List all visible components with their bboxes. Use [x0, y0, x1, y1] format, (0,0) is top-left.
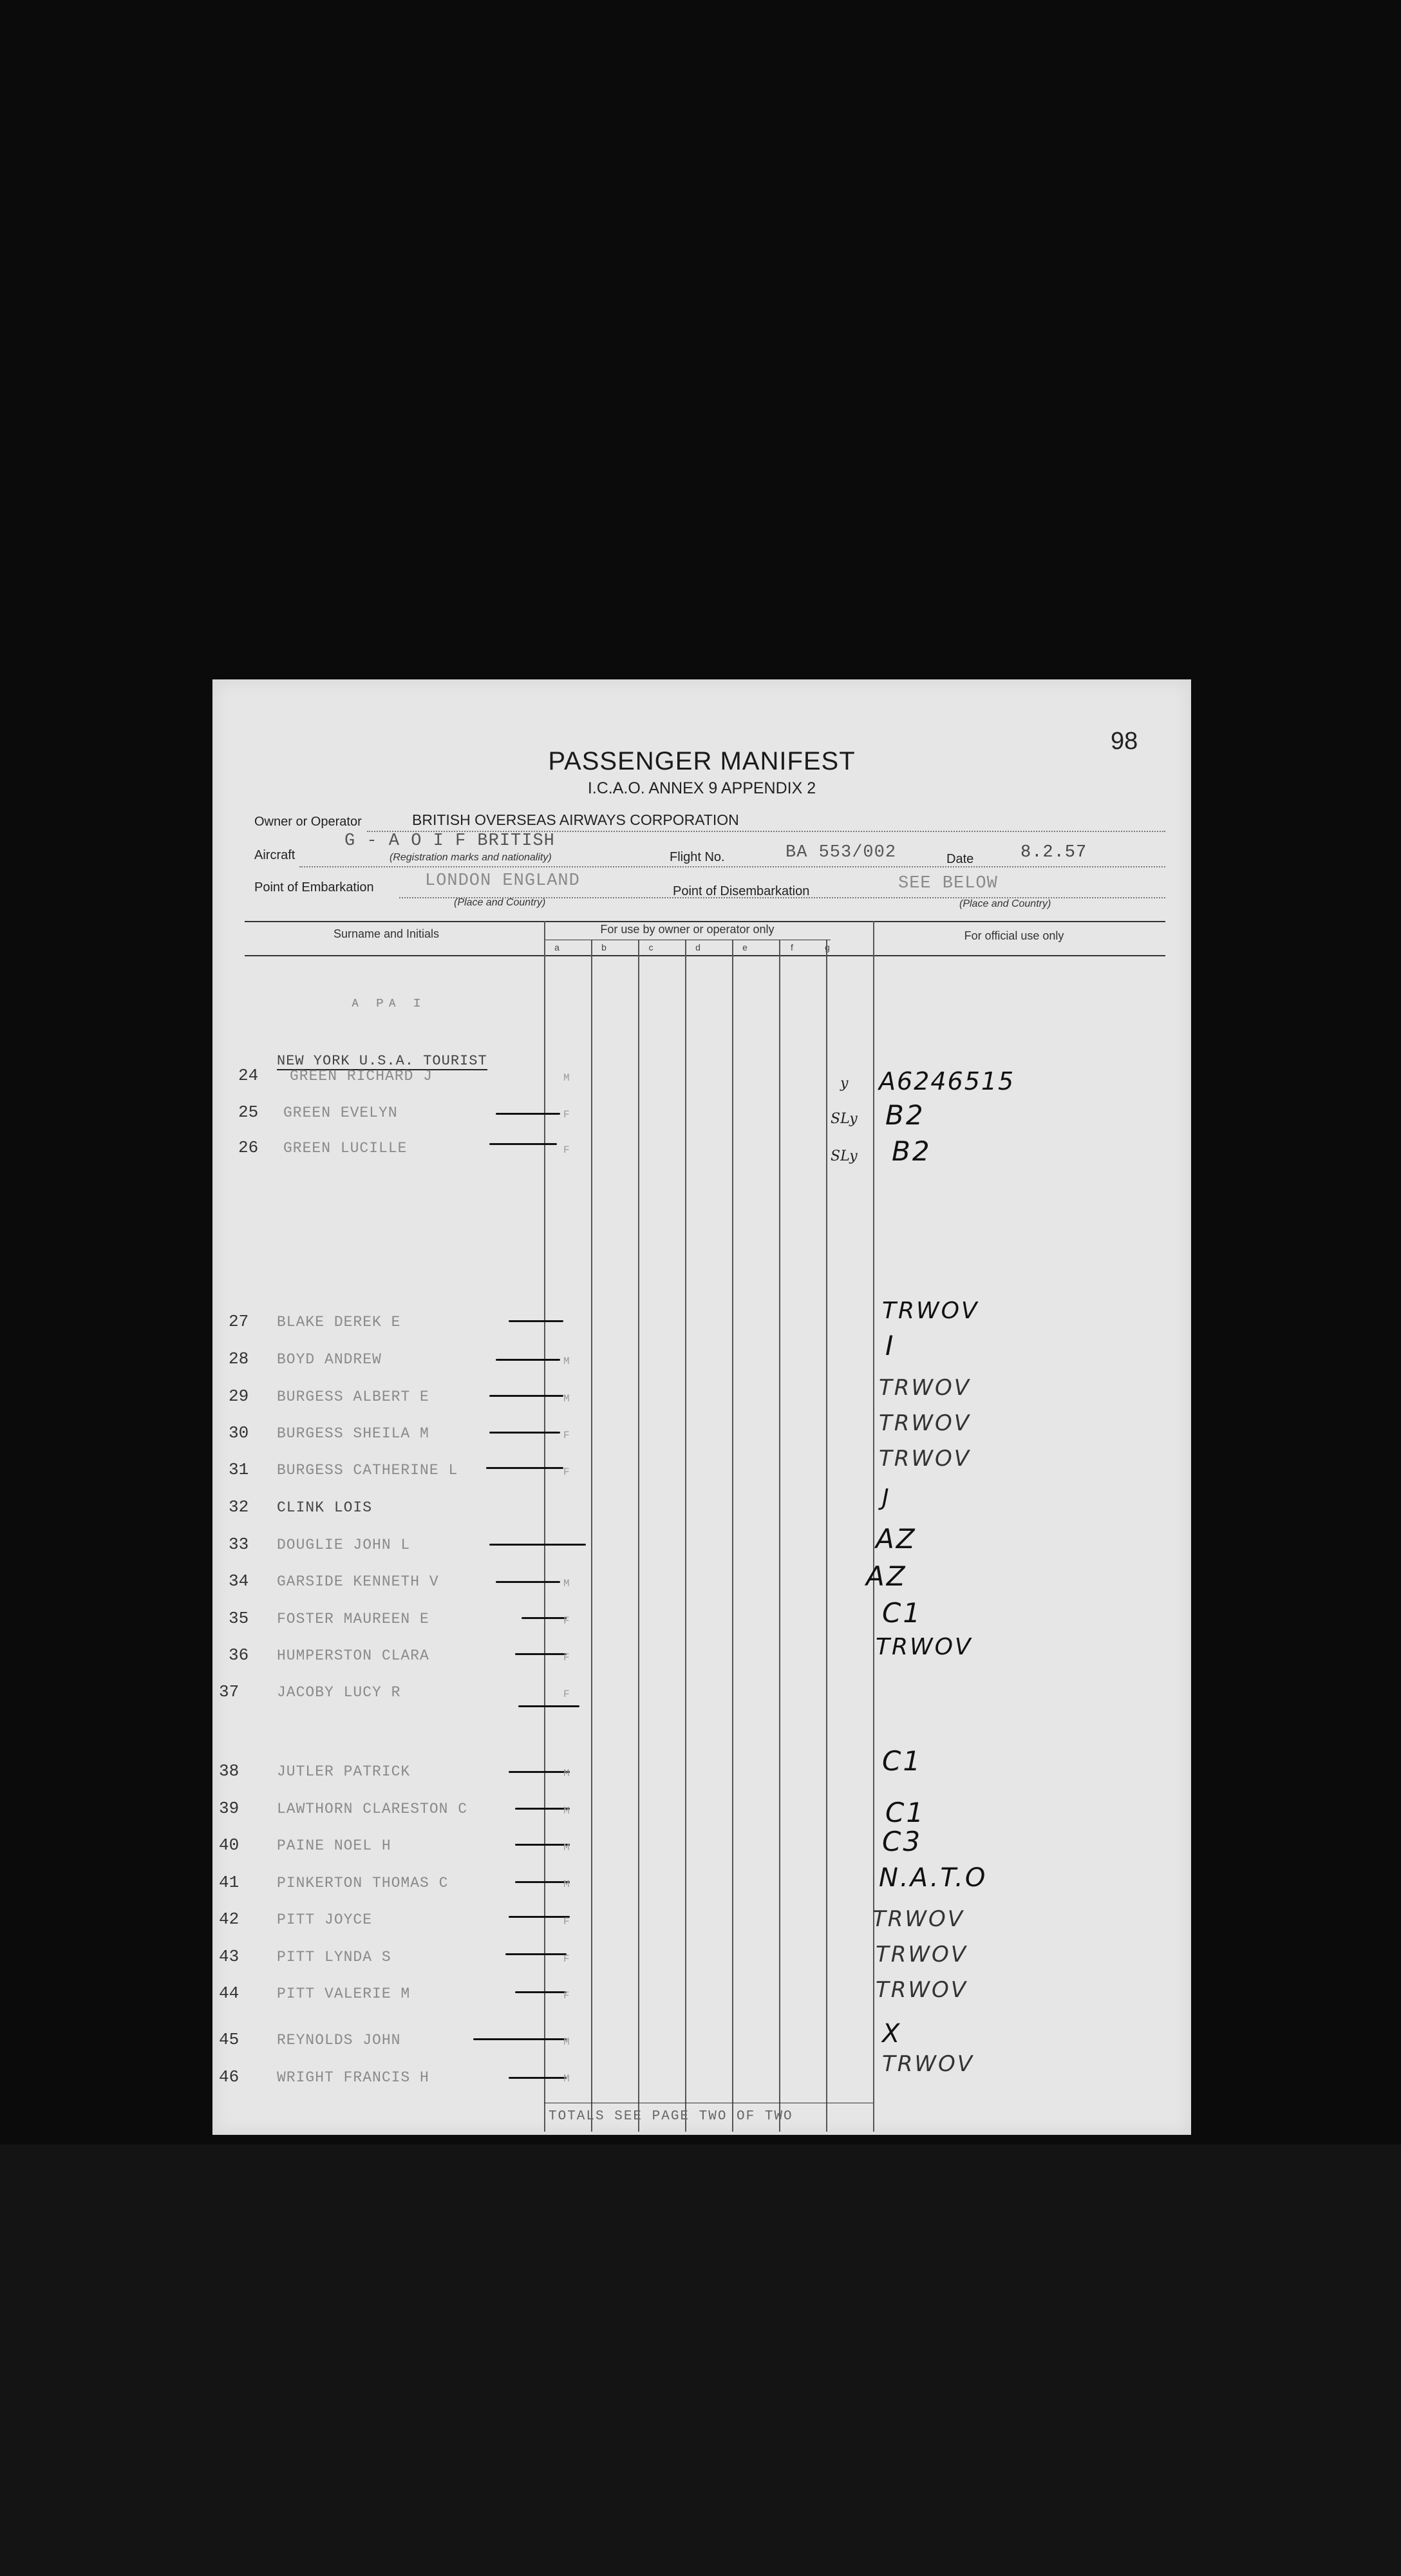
g-mark: SLy [831, 1111, 858, 1127]
tick-stroke [489, 1544, 586, 1546]
official-mark: C1 [882, 1597, 923, 1629]
col-divider-f [779, 940, 780, 2132]
official-mark: J [882, 1484, 891, 1511]
passenger-sex: M [563, 1578, 570, 1589]
passenger-sex: F [563, 1916, 570, 1927]
col-divider-c [638, 940, 639, 2132]
passenger-sex: F [563, 1615, 570, 1627]
passenger-sex: M [563, 1072, 570, 1084]
col-header-official: For official use only [964, 929, 1064, 942]
tick-stroke [496, 1359, 560, 1361]
row-number: 44 [219, 1984, 240, 2003]
passenger-sex: F [563, 1990, 570, 2002]
official-mark: C1 [882, 1745, 923, 1777]
row-number: 31 [229, 1460, 249, 1479]
passenger-sex: F [563, 1689, 570, 1700]
col-divider-official [873, 921, 874, 2132]
official-mark: A6246515 [879, 1067, 1015, 1095]
official-mark: TRWOV [882, 1298, 979, 1324]
tick-stroke [496, 1581, 560, 1583]
owner-label: Owner or Operator [254, 815, 362, 829]
passenger-name: JACOBY LUCY R [277, 1684, 401, 1701]
tick-stroke [505, 1953, 567, 1955]
tick-stroke [489, 1432, 560, 1434]
col-header-owner-use: For use by owner or operator only [600, 923, 775, 936]
official-mark: C1 [885, 1797, 926, 1828]
passenger-sex: M [563, 1393, 570, 1405]
col-letter-c: c [648, 942, 653, 952]
col-letter-f: f [791, 942, 793, 952]
col-letter-g: g [825, 942, 830, 952]
flight-label: Flight No. [670, 850, 725, 864]
passenger-sex: F [563, 1466, 570, 1478]
row-number: 35 [229, 1609, 249, 1628]
owner-value: BRITISH OVERSEAS AIRWAYS CORPORATION [412, 811, 739, 828]
scan-background-band [0, 2145, 1401, 2576]
aircraft-value: G - A O I F BRITISH [344, 831, 555, 851]
passenger-name: BURGESS ALBERT E [277, 1388, 429, 1405]
row-number: 46 [219, 2067, 240, 2087]
row-number: 42 [219, 1909, 240, 1929]
row-number: 38 [219, 1761, 240, 1781]
row-number: 24 [238, 1066, 259, 1085]
destination-heading: NEW YORK U.S.A. TOURIST [277, 1053, 487, 1069]
date-label: Date [946, 852, 974, 866]
passenger-name: BURGESS SHEILA M [277, 1425, 429, 1442]
col-header-surname: Surname and Initials [333, 927, 440, 940]
row-number: 45 [219, 2030, 240, 2049]
official-mark: C3 [882, 1826, 923, 1857]
official-mark: AZ [866, 1560, 907, 1592]
passenger-name: PINKERTON THOMAS C [277, 1875, 449, 1891]
passenger-sex: M [563, 1356, 570, 1367]
passenger-name: PITT LYNDA S [277, 1949, 391, 1965]
passenger-sex: F [563, 1109, 570, 1121]
official-mark: TRWOV [876, 1634, 973, 1660]
passenger-name: PITT JOYCE [277, 1911, 373, 1928]
tick-stroke [522, 1617, 567, 1619]
tick-stroke [515, 1808, 570, 1810]
row-number: 32 [229, 1497, 249, 1517]
g-mark: SLy [831, 1148, 858, 1164]
totals-note: TOTALS SEE PAGE TWO OF TWO [549, 2109, 793, 2124]
tick-stroke [515, 1844, 570, 1846]
row-number: 25 [238, 1103, 259, 1122]
tick-stroke [489, 1143, 557, 1145]
col-divider-a [544, 921, 545, 2132]
passenger-name: LAWTHORN CLARESTON C [277, 1801, 468, 1817]
col-letter-b: b [601, 942, 606, 952]
aircraft-label: Aircraft [254, 848, 296, 862]
passenger-sex: F [563, 1144, 570, 1156]
official-mark: TRWOV [872, 1906, 965, 1932]
official-mark: X [882, 2019, 902, 2049]
row-number: 26 [238, 1138, 259, 1157]
official-mark: B2 [892, 1135, 932, 1167]
date-value: 8.2.57 [1020, 843, 1087, 862]
tick-stroke [509, 1916, 570, 1918]
row-number: 41 [219, 1873, 240, 1892]
official-mark: TRWOV [876, 1942, 968, 1967]
disembark-value: SEE BELOW [898, 874, 998, 893]
passenger-name: DOUGLIE JOHN L [277, 1537, 411, 1553]
embark-label: Point of Embarkation [254, 880, 374, 895]
official-mark: TRWOV [879, 1446, 972, 1472]
passenger-name: BLAKE DEREK E [277, 1314, 401, 1331]
tick-stroke [489, 1395, 563, 1397]
row-number: 30 [229, 1423, 249, 1443]
aircraft-note: (Registration marks and nationality) [390, 852, 552, 863]
manifest-page [212, 679, 1191, 2135]
disembark-label: Point of Disembarkation [673, 884, 810, 898]
tick-stroke [486, 1467, 563, 1469]
passenger-name: GARSIDE KENNETH V [277, 1573, 439, 1590]
official-mark: TRWOV [882, 2051, 975, 2077]
row-number: 34 [229, 1571, 249, 1591]
row-number: 29 [229, 1387, 249, 1406]
col-divider-e [732, 940, 733, 2132]
official-mark: I [885, 1330, 896, 1361]
g-mark: y [840, 1075, 849, 1092]
passenger-name: GREEN LUCILLE [283, 1140, 408, 1157]
row-number: 39 [219, 1799, 240, 1818]
passenger-name: HUMPERSTON CLARA [277, 1647, 429, 1664]
passenger-sex: M [563, 1805, 570, 1817]
col-letter-a: a [554, 942, 559, 952]
col-letter-d: d [695, 942, 700, 952]
passenger-name: PAINE NOEL H [277, 1837, 391, 1854]
tick-stroke [515, 1991, 567, 1993]
official-mark: B2 [885, 1099, 925, 1131]
section-mark: ᴀ ᴘᴀ ɪ [351, 995, 426, 1011]
tick-stroke [515, 1653, 567, 1655]
passenger-sex: F [563, 1430, 570, 1441]
tick-stroke [496, 1113, 560, 1115]
document-subtitle: I.C.A.O. ANNEX 9 APPENDIX 2 [587, 779, 816, 797]
embark-dotted-line [399, 897, 1165, 898]
official-mark: N.A.T.O [879, 1863, 988, 1893]
tick-stroke [509, 1320, 563, 1322]
tick-stroke [473, 2038, 567, 2040]
passenger-name: GREEN EVELYN [283, 1104, 398, 1121]
official-mark: AZ [876, 1523, 917, 1555]
tick-stroke [518, 1705, 579, 1707]
passenger-name: GREEN RICHARD J [290, 1068, 433, 1084]
official-mark: TRWOV [879, 1410, 972, 1436]
table-top-rule [245, 921, 1165, 922]
row-number: 36 [229, 1645, 249, 1665]
passenger-sex: M [563, 1842, 570, 1853]
passenger-name: BOYD ANDREW [277, 1351, 382, 1368]
passenger-name: REYNOLDS JOHN [277, 2032, 401, 2049]
tick-stroke [509, 2077, 567, 2079]
passenger-sex: M [563, 1879, 570, 1890]
aircraft-dotted-line [299, 866, 1165, 867]
passenger-name: WRIGHT FRANCIS H [277, 2069, 429, 2086]
passenger-name: BURGESS CATHERINE L [277, 1462, 458, 1479]
disembark-note: (Place and Country) [959, 898, 1051, 909]
passenger-sex: M [563, 1768, 570, 1779]
passenger-sex: F [563, 1652, 570, 1663]
table-header-rule [245, 955, 1165, 956]
row-number: 28 [229, 1349, 249, 1368]
flight-value: BA 553/002 [785, 843, 897, 862]
row-number: 43 [219, 1947, 240, 1966]
row-number: 33 [229, 1535, 249, 1554]
col-divider-g [826, 940, 827, 2132]
passenger-name: PITT VALERIE M [277, 1985, 411, 2002]
passenger-name: CLINK LOIS [277, 1499, 373, 1516]
tick-stroke [515, 1881, 570, 1883]
col-divider-d [685, 940, 686, 2132]
passenger-sex: M [563, 2073, 570, 2085]
row-number: 40 [219, 1835, 240, 1855]
embark-value: LONDON ENGLAND [425, 871, 580, 891]
row-number: 27 [229, 1312, 249, 1331]
official-mark: TRWOV [879, 1375, 972, 1401]
col-letter-e: e [742, 942, 748, 952]
passenger-sex: M [563, 2036, 570, 2048]
tick-stroke [509, 1771, 570, 1773]
passenger-name: JUTLER PATRICK [277, 1763, 411, 1780]
passenger-sex: F [563, 1953, 570, 1965]
page-number: 98 [1111, 728, 1138, 755]
col-divider-b [591, 940, 592, 2132]
official-mark: TRWOV [876, 1977, 968, 2003]
row-number: 37 [219, 1682, 240, 1701]
passenger-name: FOSTER MAUREEN E [277, 1611, 429, 1627]
document-title: PASSENGER MANIFEST [548, 747, 856, 775]
embark-note: (Place and Country) [454, 897, 546, 908]
